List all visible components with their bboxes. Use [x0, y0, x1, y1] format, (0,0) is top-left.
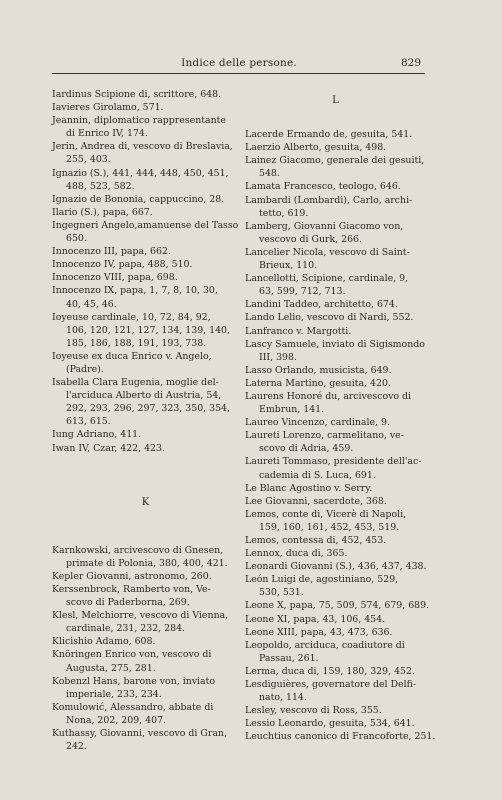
header-rule — [52, 73, 425, 74]
index-column-right — [245, 88, 436, 744]
index-entry — [52, 648, 240, 674]
section-letter-l: L — [332, 95, 340, 106]
entry-line: Ioyeuse cardinale, 10, 72, 84, 92, — [52, 311, 211, 323]
index-entry — [245, 626, 427, 639]
index-entry — [245, 613, 427, 626]
index-entry — [52, 311, 240, 350]
entry-line: Lamata Francesco, teologo, 646. — [245, 181, 401, 193]
entry-line: Laureti Tommaso, presidente dell'ac- — [245, 456, 422, 468]
index-entry — [52, 544, 240, 570]
entry-continuation-line: (Padre). — [66, 363, 104, 375]
entry-continuation-line: l'arciduca Alberto di Austria, 54, — [66, 390, 222, 402]
index-entry — [245, 390, 427, 416]
index-entry — [52, 284, 240, 310]
entry-continuation-line: 185, 186, 188, 191, 193, 738. — [66, 337, 207, 349]
index-entries-l — [245, 128, 436, 743]
running-header: Indice delle persone. — [181, 57, 297, 69]
index-entry — [52, 114, 240, 140]
entry-line: Kobenzl Hans, barone von, inviato — [52, 675, 216, 687]
entry-continuation-line: 488, 523, 582. — [66, 180, 135, 192]
index-entry — [245, 325, 427, 338]
index-column-left — [52, 88, 240, 753]
entry-continuation-line: 292, 293, 296, 297, 323, 350, 354, — [66, 403, 230, 415]
index-entry — [245, 599, 430, 612]
entry-continuation-line: 255, 403. — [66, 154, 111, 166]
index-entry — [245, 678, 427, 704]
entry-continuation-line: di Enrico IV, 174. — [66, 128, 148, 140]
index-entry — [245, 560, 427, 573]
entry-line: Komulowić, Alessandro, abbate di — [52, 701, 214, 713]
entry-line: León Luigi de, agostiniano, 529, — [245, 574, 399, 586]
index-entry — [245, 416, 427, 429]
entry-continuation-line: Nona, 202, 209, 407. — [66, 714, 167, 726]
entry-line: Lando Lelio, vescovo di Nardi, 552. — [245, 312, 414, 324]
index-entry — [52, 570, 240, 583]
entry-line: Leone XIII, papa, 43, 473, 636. — [245, 626, 393, 638]
entry-line: Lennox, duca di, 365. — [245, 548, 348, 560]
entry-line: Klesl, Melchiorre, vescovo di Vienna, — [52, 610, 229, 622]
entry-line: Leopoldo, arciduca, coadiutore di — [245, 639, 405, 651]
entry-continuation-line: nato, 114. — [259, 692, 307, 704]
entry-line: Lee Giovanni, sacerdote, 368. — [245, 495, 387, 507]
index-entry — [245, 534, 427, 547]
index-entry — [52, 701, 240, 727]
index-entry — [245, 311, 427, 324]
index-entry — [245, 141, 427, 154]
index-entry — [245, 482, 427, 495]
index-entry — [245, 364, 427, 377]
entry-line: Lasso Orlando, musicista, 649. — [245, 364, 392, 376]
entry-line: Laterna Martino, gesuita, 420. — [245, 377, 391, 389]
entry-line: Ioyeuse ex duca Enrico v. Angelo, — [52, 350, 212, 362]
index-entry — [52, 140, 240, 166]
index-entry — [245, 338, 427, 364]
entry-continuation-line: scovo di Adria, 459. — [259, 443, 354, 455]
entry-line: Lesley, vescovo di Ross, 355. — [245, 705, 382, 717]
entry-continuation-line: 548. — [259, 168, 280, 180]
entry-line: Lamberg, Giovanni Giacomo von, — [245, 220, 404, 232]
entry-line: Lesdiguières, governatore del Delfi- — [245, 679, 417, 691]
index-entry — [245, 717, 427, 730]
index-entry — [52, 101, 240, 114]
entry-line: Lacerde Ermando de, gesuita, 541. — [245, 129, 413, 141]
index-entry — [52, 258, 240, 271]
entry-line: Jeannin, diplomatico rappresentante — [52, 115, 226, 127]
index-entry — [52, 428, 240, 441]
index-entry — [245, 455, 427, 481]
entry-line: Knöringen Enrico von, vescovo di — [52, 649, 212, 661]
entry-line: Isabella Clara Eugenia, moglie del- — [52, 377, 219, 389]
index-entry — [245, 573, 427, 599]
entry-continuation-line: cardinale, 231, 232, 284. — [66, 623, 186, 635]
index-entry — [52, 442, 240, 455]
entry-line: Ignazio de Bononia, cappuccino, 28. — [52, 193, 225, 205]
entry-line: Iavieres Girolamo, 571. — [52, 102, 164, 114]
entry-line: Laerzio Alberto, gesuita, 498. — [245, 142, 387, 154]
index-entry — [52, 219, 240, 245]
index-entry — [245, 298, 427, 311]
entry-line: Leone X, papa, 75, 509, 574, 679, 689. — [245, 600, 430, 612]
entry-continuation-line: 106, 120, 121, 127, 134, 139, 140, — [66, 324, 230, 336]
entry-line: Iung Adriano, 411. — [52, 429, 142, 441]
entry-line: Innocenzo III, papa, 662. — [52, 246, 171, 258]
entry-line: Ingegneri Angelo,amanuense del Tasso — [52, 219, 239, 231]
entry-line: Laureo Vincenzo, cardinale, 9. — [245, 417, 390, 429]
entry-continuation-line: tetto, 619. — [259, 207, 309, 219]
entry-line: Klicishio Adamo, 608. — [52, 636, 156, 648]
index-entry — [52, 376, 240, 428]
entry-line: Leone XI, papa, 43, 106, 454. — [245, 613, 386, 625]
entry-continuation-line: primate di Polonia, 380, 400, 421. — [66, 557, 228, 569]
index-entry — [245, 246, 427, 272]
entry-continuation-line: 530, 531. — [259, 587, 304, 599]
index-entry — [52, 245, 240, 258]
index-entry — [245, 180, 427, 193]
index-entry — [245, 508, 427, 534]
index-entry — [52, 350, 240, 376]
entry-line: Jerin, Andrea di, vescovo di Breslavia, — [52, 141, 233, 153]
entry-line: Iwan IV, Czar, 422, 423. — [52, 442, 165, 454]
entry-continuation-line: 159, 160, 161, 452, 453, 519. — [259, 521, 400, 533]
entry-line: Lancelier Nicola, vescovo di Saint- — [245, 246, 410, 258]
entry-continuation-line: 63, 599, 712, 713. — [259, 286, 346, 298]
entry-line: Le Blanc Agostino v. Serry. — [245, 482, 373, 494]
entry-line: Karnkowski, arcivescovo di Gnesen, — [52, 544, 224, 556]
index-entry — [245, 272, 427, 298]
index-entry — [245, 377, 427, 390]
page-number: 829 — [401, 57, 422, 69]
index-entry — [245, 154, 427, 180]
entry-line: Lanfranco v. Margotti. — [245, 325, 352, 337]
entry-continuation-line: 613, 615. — [66, 416, 111, 428]
entry-continuation-line: 650. — [66, 233, 87, 245]
entry-line: Kuthassy, Giovanni, vescovo di Gran, — [52, 728, 227, 740]
entry-line: Lerma, duca di, 159, 180, 329, 452. — [245, 665, 415, 677]
index-entry — [52, 635, 240, 648]
index-entry — [245, 429, 427, 455]
index-entry — [245, 639, 427, 665]
index-entries-k — [52, 544, 240, 754]
entry-line: Lascy Samuele, inviato di Sigismondo — [245, 338, 425, 350]
index-entry — [245, 220, 427, 246]
entry-continuation-line: vescovo di Gurk, 266. — [259, 233, 362, 245]
entry-continuation-line: 40, 45, 46. — [66, 298, 117, 310]
entry-continuation-line: imperiale, 233, 234. — [66, 688, 162, 700]
index-entries-i-j — [52, 88, 240, 455]
index-entry — [245, 704, 427, 717]
index-entry — [245, 665, 427, 678]
entry-continuation-line: III, 398. — [259, 351, 297, 363]
entry-line: Landini Taddeo, architetto, 674. — [245, 299, 398, 311]
index-entry — [52, 675, 240, 701]
entry-continuation-line: Brieux, 110. — [259, 260, 318, 272]
index-entry — [245, 194, 427, 220]
entry-continuation-line: Embrun, 141. — [259, 404, 325, 416]
entry-line: Innocenzo VIII, papa, 698. — [52, 272, 178, 284]
index-entry — [52, 727, 240, 753]
entry-line: Innocenzo IX, papa, 1, 7, 8, 10, 30, — [52, 285, 218, 297]
entry-line: Ignazio (S.), 441, 444, 448, 450, 451, — [52, 167, 229, 179]
index-entry — [52, 206, 240, 219]
entry-line: Leonardi Giovanni (S.), 436, 437, 438. — [245, 561, 427, 573]
index-entry — [52, 609, 240, 635]
index-entry — [245, 547, 427, 560]
entry-line: Lambardi (Lombardi), Carlo, archi- — [245, 194, 413, 206]
entry-line: Innocenzo IV, papa, 488, 510. — [52, 259, 193, 271]
entry-continuation-line: Augusta, 275, 281. — [66, 662, 156, 674]
index-entry — [245, 128, 427, 141]
entry-line: Iardinus Scipione di, scrittore, 648. — [52, 89, 222, 100]
index-entry — [52, 88, 240, 101]
entry-line: Lancellotti, Scipione, cardinale, 9, — [245, 273, 409, 285]
entry-line: Lainez Giacomo, generale dei gesuiti, — [245, 155, 425, 167]
entry-continuation-line: cademia di S. Luca, 691. — [259, 469, 376, 481]
index-entry — [52, 193, 240, 206]
entry-continuation-line: Passau, 261. — [259, 652, 319, 664]
index-entry — [52, 583, 240, 609]
entry-continuation-line: scovo di Paderborna, 269. — [66, 597, 190, 609]
entry-line: Kerssenbrock, Ramberto von, Ve- — [52, 584, 211, 595]
index-entry — [52, 167, 240, 193]
entry-continuation-line: 242. — [66, 741, 87, 753]
entry-line: Laureti Lorenzo, carmelitano, ve- — [245, 430, 404, 442]
entry-line: Lemos, conte di, Vicerè di Napoli, — [245, 508, 407, 520]
entry-line: Leuchtius canonico di Francoforte, 251. — [245, 731, 436, 743]
index-entry — [245, 730, 436, 743]
index-entry — [52, 271, 240, 284]
entry-line: Lemos, contessa di, 452, 453. — [245, 535, 387, 546]
entry-line: Lessio Leonardo, gesuita, 534, 641. — [245, 718, 415, 730]
index-entry — [245, 495, 427, 508]
section-letter-k: K — [141, 496, 151, 508]
entry-line: Laurens Honoré du, arcivescovo di — [245, 390, 412, 402]
entry-line: Ilario (S.), papa, 667. — [52, 206, 153, 218]
entry-line: Kepler Giovanni, astronomo, 260. — [52, 570, 212, 582]
